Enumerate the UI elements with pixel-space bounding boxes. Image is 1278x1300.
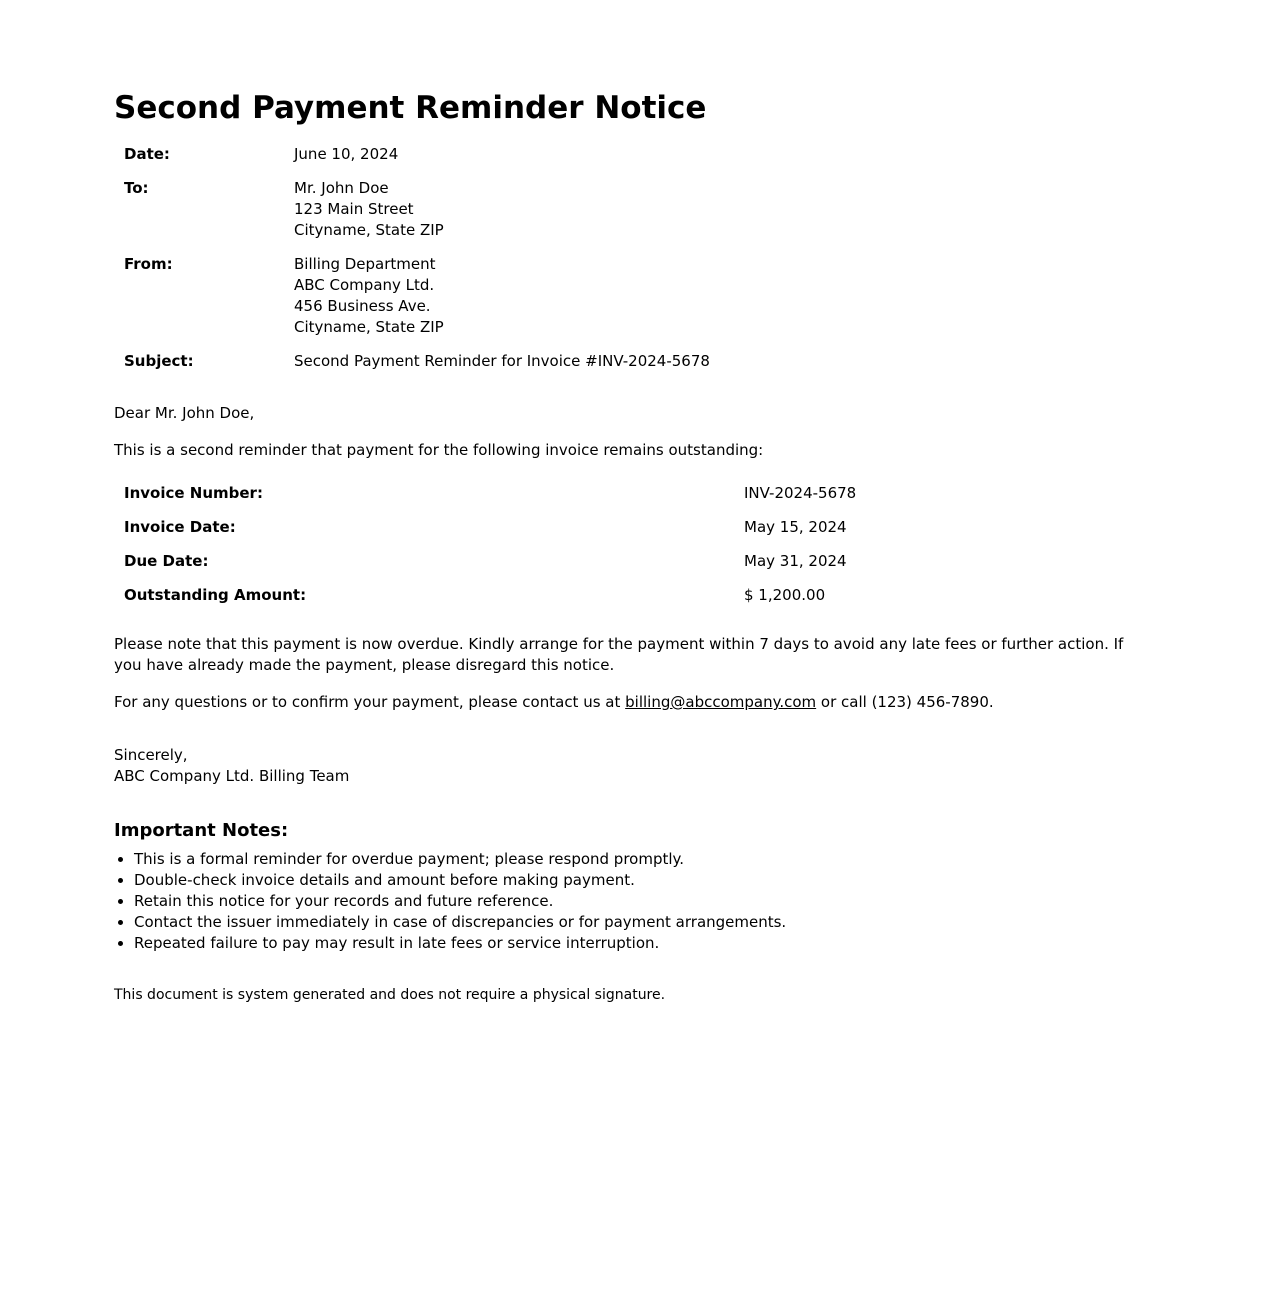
list-item: • Double-check invoice details and amount before making payment. — [134, 870, 1154, 891]
outstanding-amount-value: $ 1,200.00 — [744, 586, 826, 604]
list-item: • Retain this notice for your records and future reference. — [134, 891, 1154, 912]
subject-label: Subject: — [124, 352, 194, 370]
invoice-date-value: May 15, 2024 — [744, 518, 847, 536]
billing-email-link[interactable]: billing@abccompany.com — [625, 693, 817, 711]
overdue-paragraph: Please note that this payment is now overdue. Kindly arrange for the payment within 7 days to avoid any late fees or further action. If you have already made the payment, please disregard this notice. — [114, 635, 1124, 674]
due-date-label: Due Date: — [124, 552, 209, 570]
due-date-value: May 31, 2024 — [744, 552, 847, 570]
subject-row — [114, 345, 720, 379]
footer-note: This document is system generated and does not require a physical signature. — [114, 987, 666, 1003]
outstanding-amount-label: Outstanding Amount: — [124, 586, 307, 604]
to-address — [284, 172, 720, 248]
list-item: • This is a formal reminder for overdue payment; please respond promptly. — [134, 849, 1154, 870]
invoice-row — [114, 477, 1114, 511]
from-address-line: Billing Department — [294, 255, 436, 273]
contact-prefix: For any questions or to confirm your payment, please contact us at — [114, 693, 626, 711]
contact-suffix: or call (123) 456-7890. — [816, 693, 994, 711]
invoice-number-value: INV-2024-5678 — [744, 484, 857, 502]
date-value: June 10, 2024 — [294, 145, 399, 163]
to-label: To: — [124, 179, 149, 197]
from-address-line: 456 Business Ave. — [294, 297, 431, 315]
date-row — [114, 138, 720, 172]
from-row — [114, 248, 720, 345]
invoice-row — [114, 579, 1114, 613]
list-item: • Contact the issuer immediately in case of discrepancies or for payment arrangements. — [134, 912, 1154, 933]
invoice-row — [114, 545, 1114, 579]
closing — [114, 745, 1154, 787]
invoice-number-label: Invoice Number: — [124, 484, 263, 502]
notes-list — [114, 849, 1154, 954]
sign-off: Sincerely, — [114, 746, 188, 764]
list-item: • Repeated failure to pay may result in late fees or service interruption. — [134, 933, 1154, 954]
intro-paragraph: This is a second reminder that payment for the following invoice remains outstanding: — [114, 441, 764, 459]
signature-name: ABC Company Ltd. Billing Team — [114, 767, 350, 785]
salutation: Dear Mr. John Doe, — [114, 404, 255, 422]
to-address-line: Cityname, State ZIP — [294, 221, 444, 239]
invoice-date-label: Invoice Date: — [124, 518, 236, 536]
to-address-line: Mr. John Doe — [294, 179, 389, 197]
to-row — [114, 172, 720, 248]
subject-value: Second Payment Reminder for Invoice #INV-2024-5678 — [294, 352, 710, 370]
page-title: Second Payment Reminder Notice — [114, 90, 707, 126]
invoice-row — [114, 511, 1114, 545]
date-label: Date: — [124, 145, 170, 163]
from-address — [284, 248, 720, 345]
from-label: From: — [124, 255, 173, 273]
from-address-line: ABC Company Ltd. — [294, 276, 435, 294]
header-details — [114, 138, 720, 379]
from-address-line: Cityname, State ZIP — [294, 318, 444, 336]
contact-paragraph — [114, 692, 1154, 713]
invoice-details — [114, 477, 1114, 613]
to-address-line: 123 Main Street — [294, 200, 414, 218]
notes-heading: Important Notes: — [114, 820, 289, 841]
